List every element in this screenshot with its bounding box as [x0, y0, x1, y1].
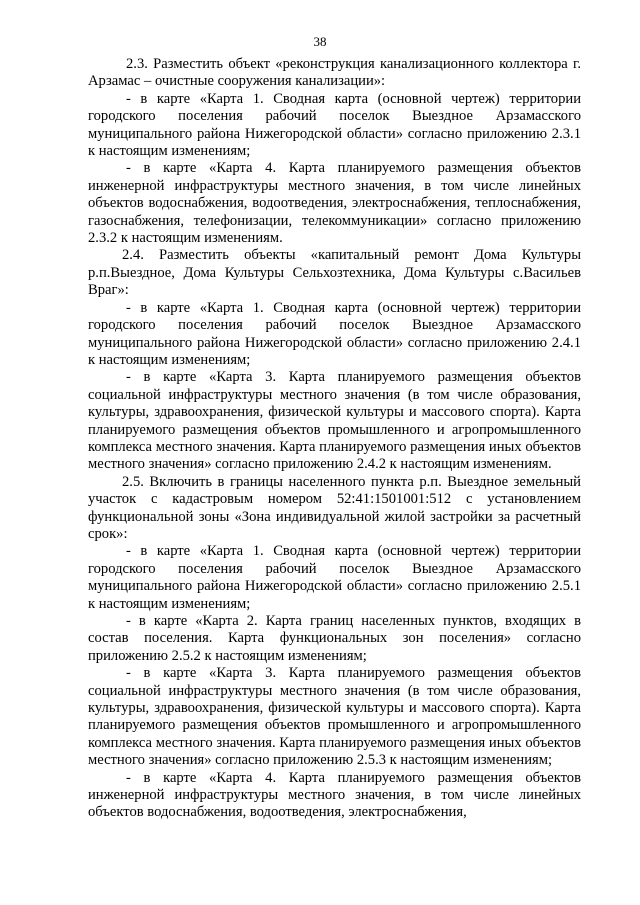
list-item-2-5-3: - в карте «Карта 3. Карта планируемого размещения объектов социальной инфраструктуры местного значения (в том числе образования, культуры, здравоохранения, физической культуры и массового спорта). Карта планируемого размещения объектов промышленного и агропромышленного комплекса местного значения. Карта планируемого размещения иных объектов местного значения» согласно приложению 2.5.3 к настоящим изменениям; — [88, 665, 581, 769]
document-body — [88, 56, 581, 822]
paragraph-2-4: 2.4. Разместить объекты «капитальный ремонт Дома Культуры р.п.Выездное, Дома Культуры Сельхозтехника, Дома Культуры с.Васильев Враг»: — [88, 247, 581, 299]
list-item-2-5-1: - в карте «Карта 1. Сводная карта (основной чертеж) территории городского поселения рабочий поселок Выездное Арзамасского муниципального района Нижегородской области» согласно приложению 2.5.1 к настоящим изменениям; — [88, 543, 581, 612]
list-item-2-4-2: - в карте «Карта 3. Карта планируемого размещения объектов социальной инфраструктуры местного значения (в том числе образования, культуры, здравоохранения, физической культуры и массового спорта). Карта планируемого размещения объектов промышленного и агропромышленного комплекса местного значения. Карта планируемого размещения иных объектов местного значения» согласно приложению 2.4.2 к настоящим изменениям. — [88, 369, 581, 473]
paragraph-2-5: 2.5. Включить в границы населенного пункта р.п. Выездное земельный участок с кадастровым номером 52:41:1501001:512 с установлением функциональной зоны «Зона индивидуальной жилой застройки за расчетный срок»: — [88, 473, 581, 542]
list-item-2-3-1: - в карте «Карта 1. Сводная карта (основной чертеж) территории городского поселения рабочий поселок Выездное Арзамасского муниципального района Нижегородской области» согласно приложению 2.3.1 к настоящим изменениям; — [88, 90, 581, 160]
list-item-2-5-2: - в карте «Карта 2. Карта границ населенных пунктов, входящих в состав поселения. Карта функциональных зон поселения» согласно приложению 2.5.2 к настоящим изменениям; — [88, 613, 581, 664]
list-item-2-5-4: - в карте «Карта 4. Карта планируемого размещения объектов инженерной инфраструктуры местного значения, в том числе линейных объектов водоснабжения, водоотведения, электроснабжения, — [88, 769, 581, 821]
list-item-2-3-2: - в карте «Карта 4. Карта планируемого размещения объектов инженерной инфраструктуры местного значения, в том числе линейных объектов водоснабжения, водоотведения, электроснабжения, теплоснабжения, газоснабжения, телефонизации, телекоммуникации» согласно приложению 2.3.2 к настоящим изменениям. — [88, 160, 581, 247]
page-number: 38 — [313, 34, 327, 49]
list-item-2-4-1: - в карте «Карта 1. Сводная карта (основной чертеж) территории городского поселения рабочий поселок Выездное Арзамасского муниципального района Нижегородской области» согласно приложению 2.4.1 к настоящим изменениям; — [88, 299, 581, 368]
paragraph-2-3: 2.3. Разместить объект «реконструкция канализационного коллектора г. Арзамас – очистные сооружения канализации»: — [88, 56, 581, 90]
